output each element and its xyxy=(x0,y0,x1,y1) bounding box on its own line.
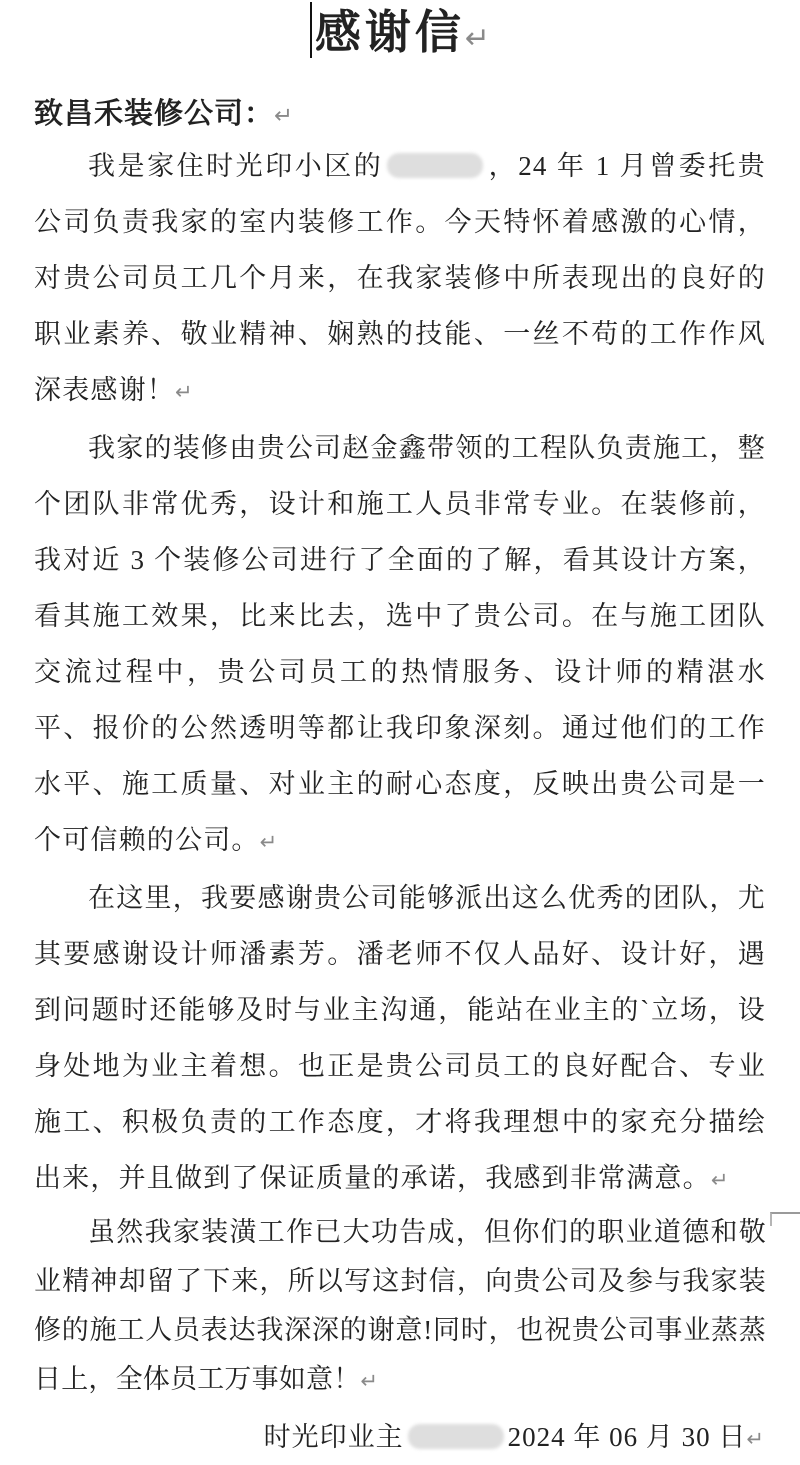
paragraph-mark-icon: ↵ xyxy=(746,1426,764,1451)
redacted-signature-name xyxy=(408,1424,504,1449)
signature-prefix: 时光印业主 xyxy=(263,1422,404,1452)
paragraph-mark-icon: ↵ xyxy=(259,829,278,854)
paragraph-mark-icon: ↵ xyxy=(360,1368,379,1393)
text-cursor xyxy=(310,2,312,58)
paragraph-mark-icon: ↵ xyxy=(710,1167,729,1192)
page-corner-fragment xyxy=(770,1212,800,1226)
letter-body[interactable] xyxy=(34,138,766,1405)
salutation xyxy=(34,92,766,138)
signature-line xyxy=(34,1411,766,1465)
paragraph-3 xyxy=(34,870,766,1208)
salutation-text: 致昌禾装修公司： xyxy=(34,98,275,130)
paragraph-1-text-after: ，24 年 1 月曾委托贵公司负责我家的室内装修工作。今天特怀着感激的心情，对贵公司员工几个月来，在我家装修中所表现出的良好的职业素养、敬业精神、娴熟的技能、一丝不苟的工作作风深表感谢！ xyxy=(34,151,766,405)
paragraph-mark-icon: ↵ xyxy=(175,379,193,404)
paragraph-1 xyxy=(34,138,766,420)
signature-date: 2024 年 06 月 30 日 xyxy=(507,1422,747,1452)
paragraph-4 xyxy=(34,1208,766,1405)
paragraph-2 xyxy=(34,420,766,870)
paragraph-1-text-before: 我是家住时光印小区的 xyxy=(88,151,384,181)
document-title: 感谢信 xyxy=(314,7,465,58)
paragraph-mark-icon: ↵ xyxy=(274,103,293,129)
paragraph-mark-icon: ↵ xyxy=(464,21,491,56)
paragraph-3-text: 在这里，我要感谢贵公司能够派出这么优秀的团队，尤其要感谢设计师潘素芳。潘老师不仅人品好、设计好，遇到问题时还能够及时与业主沟通，能站在业主的`立场，设身处地为业主着想。也正是贵公司员工的良好配合、专业施工、积极负责的工作态度，才将我理想中的家充分描绘出来，并且做到了保证质量的承诺，我感到非常满意。 xyxy=(34,883,766,1193)
redacted-name xyxy=(387,153,483,178)
document-title-row xyxy=(34,2,766,68)
paragraph-2-text: 我家的装修由贵公司赵金鑫带领的工程队负责施工，整个团队非常优秀，设计和施工人员非常专业。在装修前，我对近 3 个装修公司进行了全面的了解，看其设计方案，看其施工效果，比来比去，选中了贵公司。在与施工团队交流过程中，贵公司员工的热情服务、设计师的精湛水平、报价的公然透明等都让我印象深刻。通过他们的工作水平、施工质量、对业主的耐心态度，反映出贵公司是一个可信赖的公司。 xyxy=(34,433,766,855)
paragraph-4-text: 虽然我家装潢工作已大功告成，但你们的职业道德和敬业精神却留了下来，所以写这封信，向贵公司及参与我家装修的施工人员表达我深深的谢意!同时，也祝贵公司事业蒸蒸日上，全体员工万事如意！ xyxy=(34,1217,766,1394)
